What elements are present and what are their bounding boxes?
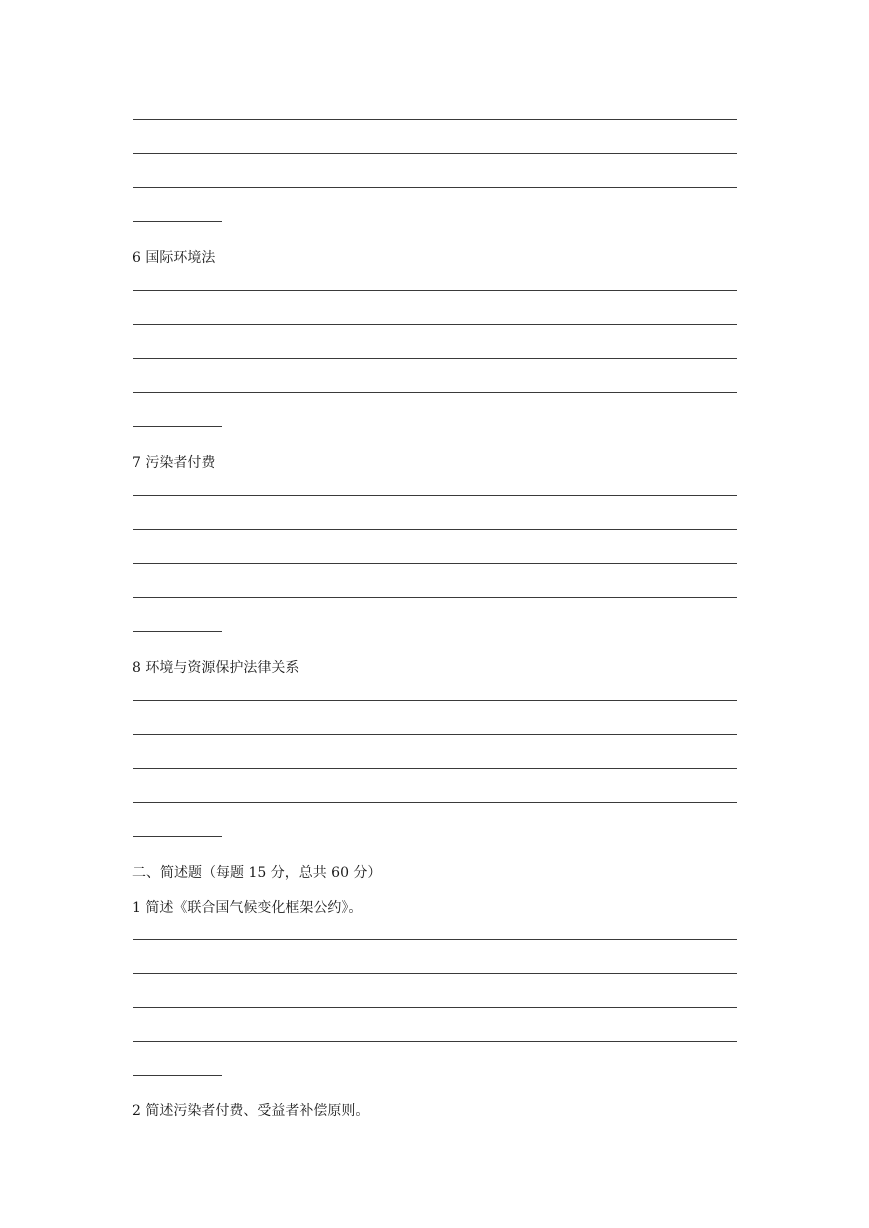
answer-line	[133, 563, 737, 564]
answer-line	[133, 939, 737, 940]
answer-line	[133, 1007, 737, 1008]
answer-line	[133, 324, 737, 325]
answer-line	[133, 1041, 737, 1042]
answer-line	[133, 734, 737, 735]
answer-line-end	[133, 426, 222, 427]
answer-line	[133, 290, 737, 291]
answer-line	[133, 768, 737, 769]
question-heading-6: 6 国际环境法	[132, 250, 216, 266]
section-heading-part2: 二、简述题（每题 15 分，总共 60 分）	[132, 865, 382, 881]
question-heading-q1: 1 简述《联合国气候变化框架公约》。	[132, 900, 363, 916]
answer-line	[133, 597, 737, 598]
answer-line-end	[133, 631, 222, 632]
question-heading-8: 8 环境与资源保护法律关系	[132, 660, 300, 676]
answer-line	[133, 392, 737, 393]
answer-line	[133, 495, 737, 496]
answer-line	[133, 973, 737, 974]
answer-line-end	[133, 221, 222, 222]
answer-line	[133, 700, 737, 701]
question-heading-q2: 2 简述污染者付费、受益者补偿原则。	[132, 1103, 370, 1119]
question-heading-7: 7 污染者付费	[132, 455, 216, 471]
answer-line	[133, 358, 737, 359]
answer-line-end	[133, 836, 222, 837]
answer-line	[133, 802, 737, 803]
answer-line	[133, 153, 737, 154]
answer-line	[133, 119, 737, 120]
answer-line-end	[133, 1075, 222, 1076]
answer-line	[133, 187, 737, 188]
answer-line	[133, 529, 737, 530]
